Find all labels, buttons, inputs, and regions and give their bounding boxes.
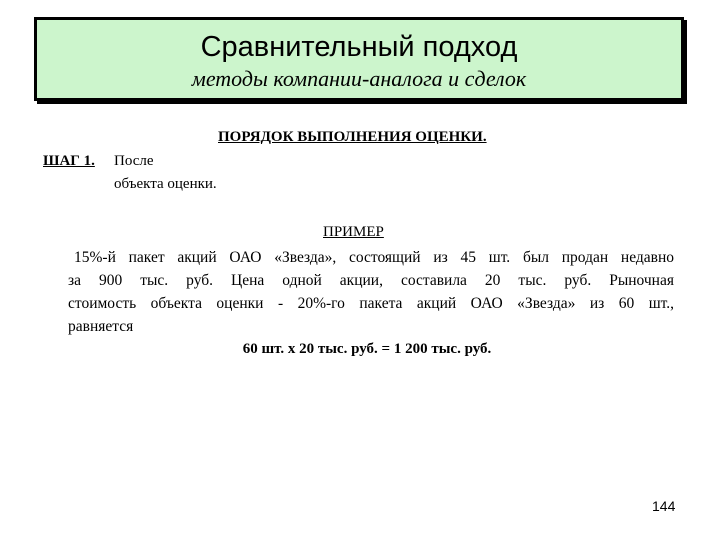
example-paragraph [68, 246, 674, 338]
procedure-heading: ПОРЯДОК ВЫПОЛНЕНИЯ ОЦЕНКИ. [218, 129, 487, 145]
example-line-3: стоимость объекта оценки - 20%-го пакета акций ОАО «Звезда» из 60 шт., [68, 295, 674, 312]
example-line-4: равняется [68, 318, 134, 335]
step-text-line-2: объекта оценки. [114, 176, 217, 192]
step-label: ШАГ 1. [43, 153, 95, 169]
page-number: 144 [652, 498, 676, 514]
formula: 60 шт. х 20 тыс. руб. = 1 200 тыс. руб. [242, 341, 492, 357]
example-line-2: за 900 тыс. руб. Цена одной акции, составила 20 тыс. руб. Рыночная [68, 272, 674, 289]
slide-subtitle: методы компании-аналога и сделок [191, 66, 527, 91]
step-text-line-1: После [114, 153, 154, 169]
example-line-1: 15%-й пакет акций ОАО «Звезда», состоящий из 45 шт. был продан недавно [74, 249, 674, 266]
title-box [34, 17, 684, 101]
example-heading: ПРИМЕР [323, 224, 384, 240]
slide-title: Сравнительный подход [200, 31, 518, 63]
